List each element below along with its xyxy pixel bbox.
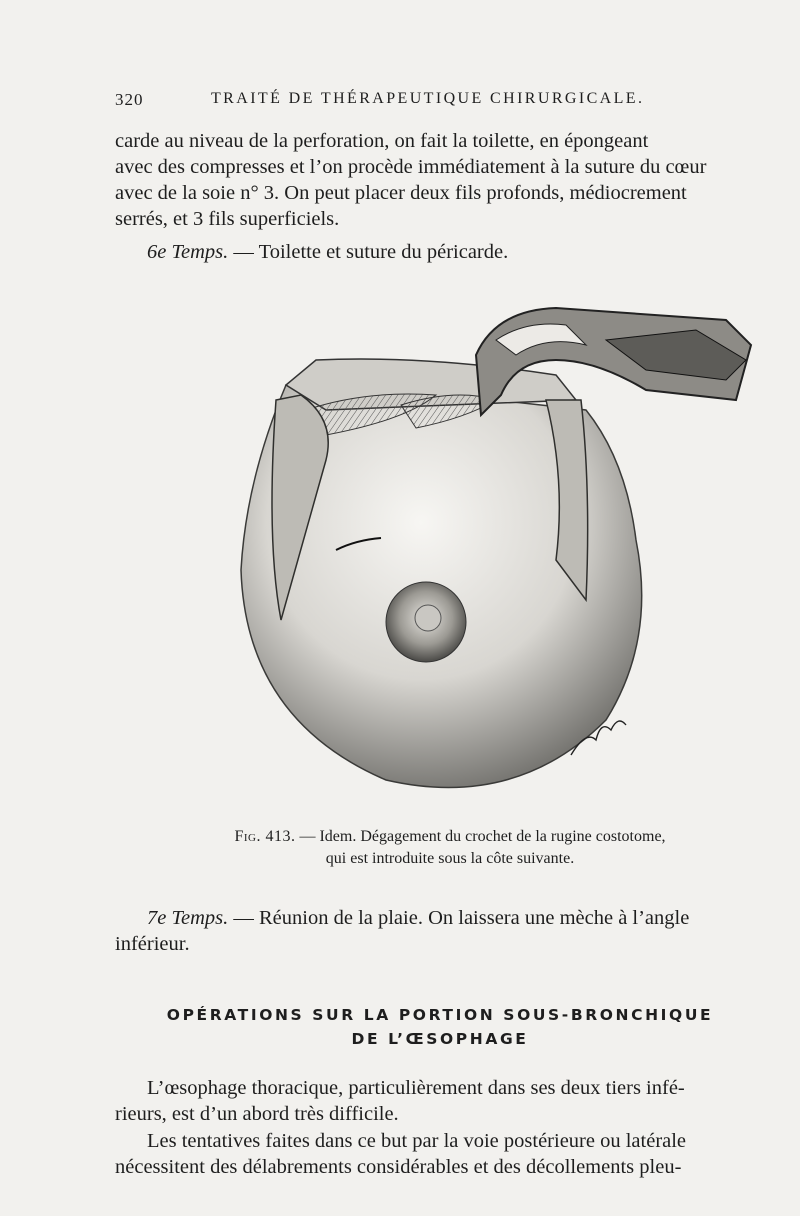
text-line — [115, 905, 765, 931]
step-6-label: 6e Temps. — [147, 241, 229, 263]
paragraph-oesophage — [115, 1075, 765, 1127]
text-line: inférieur. — [115, 933, 190, 955]
text-line: rieurs, est d’un abord très difficile. — [115, 1103, 399, 1125]
figure-caption — [180, 826, 720, 870]
section-title-line-2: DE L’ŒSOPHAGE — [351, 1030, 529, 1048]
surgical-illustration — [226, 300, 756, 800]
page-number: 320 — [115, 90, 144, 109]
text-line: carde au niveau de la perforation, on fait la toilette, en épongeant — [115, 130, 649, 152]
step-6-text: — Toilette et suture du péricarde. — [228, 241, 509, 263]
step-7-label: 7e Temps. — [147, 907, 229, 929]
paragraph-suture — [115, 128, 765, 232]
caption-line-2: qui est introduite sous la côte suivante. — [325, 850, 575, 867]
step-7-paragraph — [115, 905, 765, 957]
step-6-paragraph — [115, 239, 765, 265]
text-line: serrés, et 3 fils superficiels. — [115, 208, 340, 230]
text-line: nécessitent des délabrements considérables et des décollements pleu- — [115, 1156, 682, 1178]
running-head — [115, 90, 765, 114]
figure-number: Fig. 413. — [234, 828, 296, 845]
caption-line-1 — [180, 826, 720, 848]
text-line: avec de la soie n° 3. On peut placer deux fils profonds, médiocrement — [115, 182, 687, 204]
step-7-text: — Réunion de la plaie. On laissera une mèche à l’angle — [228, 907, 690, 929]
paragraph-tentatives — [115, 1128, 765, 1180]
caption-text: — Idem. Dégagement du crochet de la rugine costotome, — [295, 828, 666, 845]
section-heading — [140, 1003, 740, 1051]
section-title-line-1: OPÉRATIONS SUR LA PORTION SOUS-BRONCHIQUE — [166, 1006, 714, 1024]
text-line: L’œsophage thoracique, particulièrement dans ses deux tiers infé- — [147, 1077, 685, 1099]
text-line: Les tentatives faites dans ce but par la voie postérieure ou latérale — [147, 1130, 687, 1152]
running-title: TRAITÉ DE THÉRAPEUTIQUE CHIRURGICALE. — [211, 90, 645, 107]
text-line: avec des compresses et l’on procède immédiatement à la suture du cœur — [115, 156, 707, 178]
